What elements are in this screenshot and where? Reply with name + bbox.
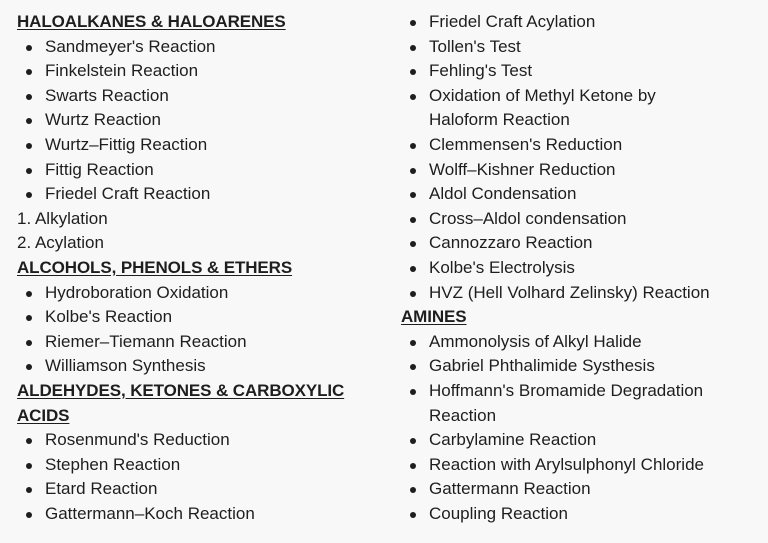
list-item: Coupling Reaction (401, 502, 761, 527)
section-heading-aldehydes-cont: ACIDS (17, 405, 70, 425)
left-column (17, 10, 377, 526)
list-item: Kolbe's Electrolysis (401, 256, 761, 281)
list-item: Gattermann–Koch Reaction (17, 502, 377, 527)
list-item: Sandmeyer's Reaction (17, 35, 377, 60)
list-item: Friedel Craft Acylation (401, 10, 761, 35)
list-item: Carbylamine Reaction (401, 428, 761, 453)
list-item: HVZ (Hell Volhard Zelinsky) Reaction (401, 281, 761, 306)
list-item: Gattermann Reaction (401, 477, 761, 502)
section-heading-amines: AMINES (401, 307, 467, 327)
list-item: Swarts Reaction (17, 84, 377, 109)
list-item: Hoffmann's Bromamide Degradation (401, 379, 761, 404)
list-item: Hydroboration Oxidation (17, 281, 377, 306)
list-item: Oxidation of Methyl Ketone by (401, 84, 761, 109)
list-item: Fehling's Test (401, 59, 761, 84)
list-item: Wurtz Reaction (17, 108, 377, 133)
section-heading-aldehydes: ALDEHYDES, KETONES & CARBOXYLIC (17, 380, 345, 400)
list-item: Cross–Aldol condensation (401, 207, 761, 232)
list-item-continuation: Reaction (429, 405, 497, 425)
list-item: Wolff–Kishner Reduction (401, 158, 761, 183)
list-item: Finkelstein Reaction (17, 59, 377, 84)
list-item: Stephen Reaction (17, 453, 377, 478)
numbered-item: 1. Alkylation (17, 208, 108, 228)
numbered-item: 2. Acylation (17, 233, 104, 253)
list-item-continuation: Haloform Reaction (429, 110, 570, 130)
list-item: Reaction with Arylsulphonyl Chloride (401, 453, 761, 478)
list-item: Fittig Reaction (17, 158, 377, 183)
section-heading-haloalkanes: HALOALKANES & HALOARENES (17, 12, 286, 31)
list-item: Friedel Craft Reaction (17, 182, 377, 207)
list-item: Tollen's Test (401, 35, 761, 60)
section-heading-alcohols: ALCOHOLS, PHENOLS & ETHERS (17, 257, 293, 277)
list-item: Kolbe's Reaction (17, 305, 377, 330)
right-column (401, 10, 761, 526)
list-item: Etard Reaction (17, 477, 377, 502)
list-item: Wurtz–Fittig Reaction (17, 133, 377, 158)
list-item: Williamson Synthesis (17, 354, 377, 379)
list-item: Aldol Condensation (401, 182, 761, 207)
list-item: Gabriel Phthalimide Systhesis (401, 354, 761, 379)
list-item: Ammonolysis of Alkyl Halide (401, 330, 761, 355)
list-item: Riemer–Tiemann Reaction (17, 330, 377, 355)
list-item: Rosenmund's Reduction (17, 428, 377, 453)
list-item: Clemmensen's Reduction (401, 133, 761, 158)
list-item: Cannozzaro Reaction (401, 231, 761, 256)
